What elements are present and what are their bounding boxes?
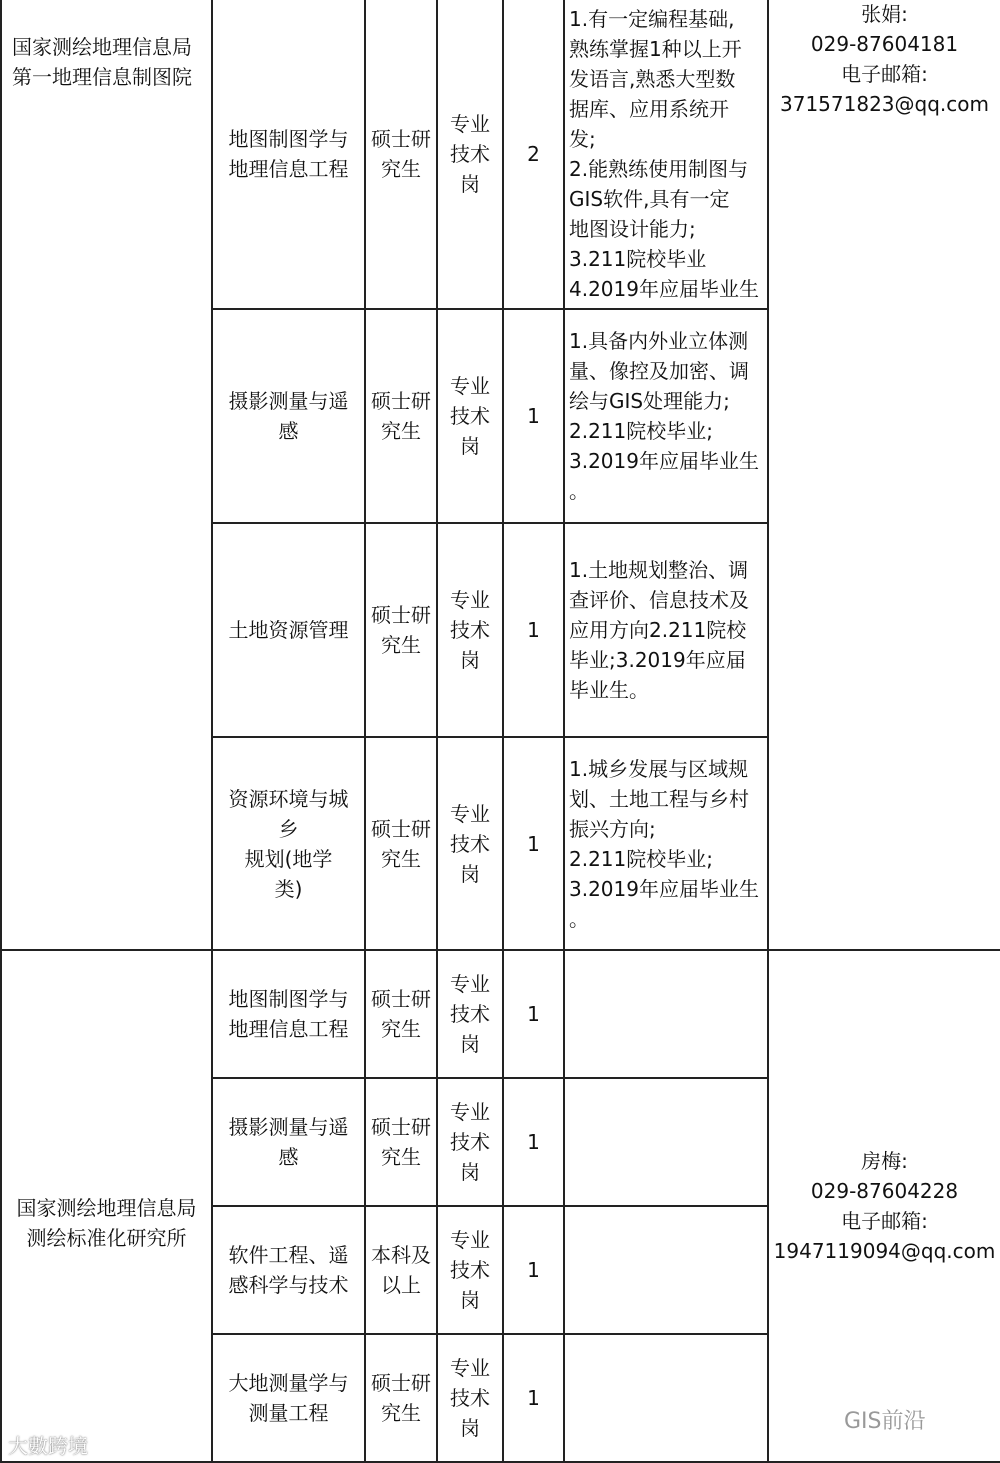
major-cell (212, 950, 365, 1078)
education-cell-line: 硕士研 (371, 603, 431, 627)
post-type-cell-line: 岗 (460, 1032, 480, 1056)
post-type-cell-line: 专业 (450, 972, 490, 996)
count-cell: 1 (503, 950, 564, 1078)
requirements-cell-line: 振兴方向; (569, 816, 656, 841)
count-cell: 2 (503, 0, 564, 309)
requirements-cell-line: GIS软件,具有一定 (569, 186, 730, 211)
contact-cell-line: 电子邮箱: (841, 62, 928, 86)
education-cell (365, 309, 437, 523)
requirements-cell (564, 1078, 768, 1206)
post-type-cell-line: 专业 (450, 801, 490, 826)
post-type-cell-line: 专业 (450, 374, 490, 398)
requirements-cell-line: 地图设计能力; (569, 216, 696, 241)
major-cell (212, 0, 365, 309)
post-type-cell-line: 技术 (450, 404, 490, 428)
requirements-cell-line: 3.2019年应届毕业生 (569, 876, 759, 901)
education-cell-line: 究生 (381, 1017, 421, 1041)
education-cell-line: 究生 (381, 1401, 421, 1425)
count-cell: 1 (503, 1206, 564, 1334)
major-cell-line: 感 (278, 1145, 299, 1169)
count-cell: 1 (503, 1334, 564, 1462)
requirements-cell-line: 毕业;3.2019年应届 (569, 648, 746, 672)
major-cell (212, 737, 365, 950)
education-cell-line: 究生 (381, 846, 421, 871)
org-cell (1, 0, 212, 950)
post-type-cell-line: 岗 (460, 171, 480, 196)
org-cell-line: 国家测绘地理信息局 (12, 35, 192, 59)
contact-cell-line: 1947119094@qq.com (773, 1239, 996, 1263)
education-cell (365, 1078, 437, 1206)
post-type-cell-line: 岗 (460, 861, 480, 886)
major-cell (212, 1206, 365, 1334)
post-type-cell (437, 0, 503, 309)
watermark-left: 大數跨境 (8, 1434, 88, 1458)
table-row (1, 0, 1000, 309)
major-cell-line: 地图制图学与 (228, 987, 349, 1011)
education-cell (365, 523, 437, 737)
education-cell-line: 硕士研 (371, 389, 431, 413)
count-cell: 1 (503, 523, 564, 737)
requirements-cell (564, 309, 768, 523)
major-cell (212, 1334, 365, 1462)
contact-cell (768, 950, 1000, 1462)
requirements-cell-line: 1.城乡发展与区域规 (569, 756, 749, 781)
requirements-cell-line: 查评价、信息技术及 (569, 588, 749, 612)
education-cell-line: 本科及 (371, 1243, 431, 1267)
post-type-cell-line: 技术 (450, 1386, 490, 1410)
post-type-cell (437, 1078, 503, 1206)
education-cell (365, 950, 437, 1078)
requirements-cell-line: 据库、应用系统开 (569, 96, 729, 121)
major-cell-line: 地理信息工程 (228, 156, 349, 181)
post-type-cell-line: 专业 (450, 588, 490, 612)
post-type-cell-line: 专业 (450, 111, 490, 136)
major-cell-line: 软件工程、遥 (228, 1243, 349, 1267)
requirements-cell-line: 2.211院校毕业; (569, 419, 713, 443)
post-type-cell-line: 专业 (450, 1228, 490, 1252)
education-cell-line: 硕士研 (371, 1371, 431, 1395)
contact-cell-line: 电子邮箱: (841, 1209, 928, 1233)
major-cell (212, 1078, 365, 1206)
requirements-cell (564, 1206, 768, 1334)
education-cell-line: 硕士研 (371, 816, 431, 841)
education-cell-line: 究生 (381, 1145, 421, 1169)
education-cell (365, 0, 437, 309)
post-type-cell-line: 专业 (450, 1100, 490, 1124)
post-type-cell-line: 岗 (460, 434, 480, 458)
major-cell-line: 感科学与技术 (228, 1273, 349, 1297)
major-cell-line: 规划(地学 (244, 846, 333, 871)
major-cell-line: 地理信息工程 (228, 1017, 349, 1041)
requirements-cell-line: 熟练掌握1种以上开 (569, 36, 742, 61)
contact-cell-line: 房梅: (861, 1149, 908, 1173)
education-cell (365, 1206, 437, 1334)
post-type-cell-line: 技术 (450, 1258, 490, 1282)
count-cell: 1 (503, 1078, 564, 1206)
requirements-cell-line: 1.有一定编程基础, (569, 6, 735, 31)
education-cell-line: 硕士研 (371, 1115, 431, 1139)
post-type-cell (437, 1206, 503, 1334)
contact-cell-line: 029-87604181 (810, 32, 959, 56)
requirements-cell (564, 1334, 768, 1462)
post-type-cell (437, 737, 503, 950)
major-cell (212, 309, 365, 523)
contact-cell (768, 0, 1000, 950)
education-cell (365, 737, 437, 950)
post-type-cell (437, 950, 503, 1078)
major-cell-line: 地图制图学与 (228, 126, 349, 151)
requirements-cell-line: 2.能熟练使用制图与 (569, 156, 749, 181)
post-type-cell-line: 技术 (450, 1130, 490, 1154)
requirements-cell-line: 量、像控及加密、调 (569, 359, 749, 383)
major-cell-line: 资源环境与城 (228, 786, 349, 811)
education-cell-line: 硕士研 (371, 126, 431, 151)
post-type-cell-line: 技术 (450, 1002, 490, 1026)
post-type-cell-line: 技术 (450, 831, 490, 856)
requirements-cell-line: 划、土地工程与乡村 (569, 786, 749, 811)
requirements-cell-line: 发语言,熟悉大型数 (569, 66, 736, 91)
requirements-cell-line: 毕业生。 (569, 678, 649, 702)
requirements-cell (564, 950, 768, 1078)
requirements-cell-line: 应用方向2.211院校 (569, 618, 747, 642)
org-cell (1, 950, 212, 1462)
requirements-cell-line: 发; (569, 126, 596, 151)
education-cell-line: 硕士研 (371, 987, 431, 1011)
contact-cell-line: 029-87604228 (810, 1179, 959, 1203)
requirements-cell (564, 0, 768, 309)
requirements-cell (564, 737, 768, 950)
requirements-cell-line: 。 (569, 479, 589, 503)
post-type-cell-line: 岗 (460, 1288, 480, 1312)
requirements-cell-line: 2.211院校毕业; (569, 846, 713, 871)
contact-cell-line: 张娟: (861, 2, 908, 26)
requirements-cell (564, 523, 768, 737)
post-type-cell (437, 523, 503, 737)
requirements-cell-line: 。 (569, 906, 589, 931)
education-cell-line: 以上 (381, 1273, 421, 1297)
major-cell-line: 土地资源管理 (228, 618, 349, 642)
org-cell-line: 第一地理信息制图院 (12, 65, 192, 89)
post-type-cell (437, 309, 503, 523)
major-cell-line: 感 (278, 419, 299, 443)
major-cell-line: 类) (274, 876, 303, 901)
education-cell-line: 究生 (381, 156, 421, 181)
table-row (1, 950, 1000, 1078)
post-type-cell-line: 岗 (460, 1160, 480, 1184)
major-cell-line: 摄影测量与遥 (228, 389, 349, 413)
post-type-cell-line: 技术 (450, 141, 490, 166)
org-cell-line: 国家测绘地理信息局 (16, 1195, 197, 1220)
post-type-cell (437, 1334, 503, 1462)
major-cell-line: 摄影测量与遥 (228, 1115, 349, 1139)
post-type-cell-line: 岗 (460, 648, 480, 672)
requirements-cell-line: 绘与GIS处理能力; (569, 389, 730, 413)
requirements-cell-line: 3.2019年应届毕业生 (569, 449, 759, 473)
count-cell: 1 (503, 737, 564, 950)
requirements-cell-line: 1.土地规划整治、调 (569, 558, 749, 582)
education-cell-line: 究生 (381, 419, 421, 443)
requirements-cell-line: 1.具备内外业立体测 (569, 329, 749, 353)
contact-cell-line: 371571823@qq.com (780, 92, 989, 116)
requirements-cell-line: 4.2019年应届毕业生 (569, 276, 759, 301)
major-cell (212, 523, 365, 737)
post-type-cell-line: 岗 (460, 1416, 480, 1440)
post-type-cell-line: 技术 (450, 618, 490, 642)
org-cell-line: 测绘标准化研究所 (26, 1225, 187, 1250)
major-cell-line: 乡 (278, 816, 299, 841)
requirements-cell-line: 3.211院校毕业 (569, 246, 707, 271)
major-cell-line: 大地测量学与 (228, 1371, 349, 1395)
education-cell (365, 1334, 437, 1462)
count-cell: 1 (503, 309, 564, 523)
education-cell-line: 究生 (381, 633, 421, 657)
post-type-cell-line: 专业 (450, 1356, 490, 1380)
watermark-right: GIS前沿 (844, 1409, 926, 1434)
major-cell-line: 测量工程 (248, 1401, 329, 1425)
